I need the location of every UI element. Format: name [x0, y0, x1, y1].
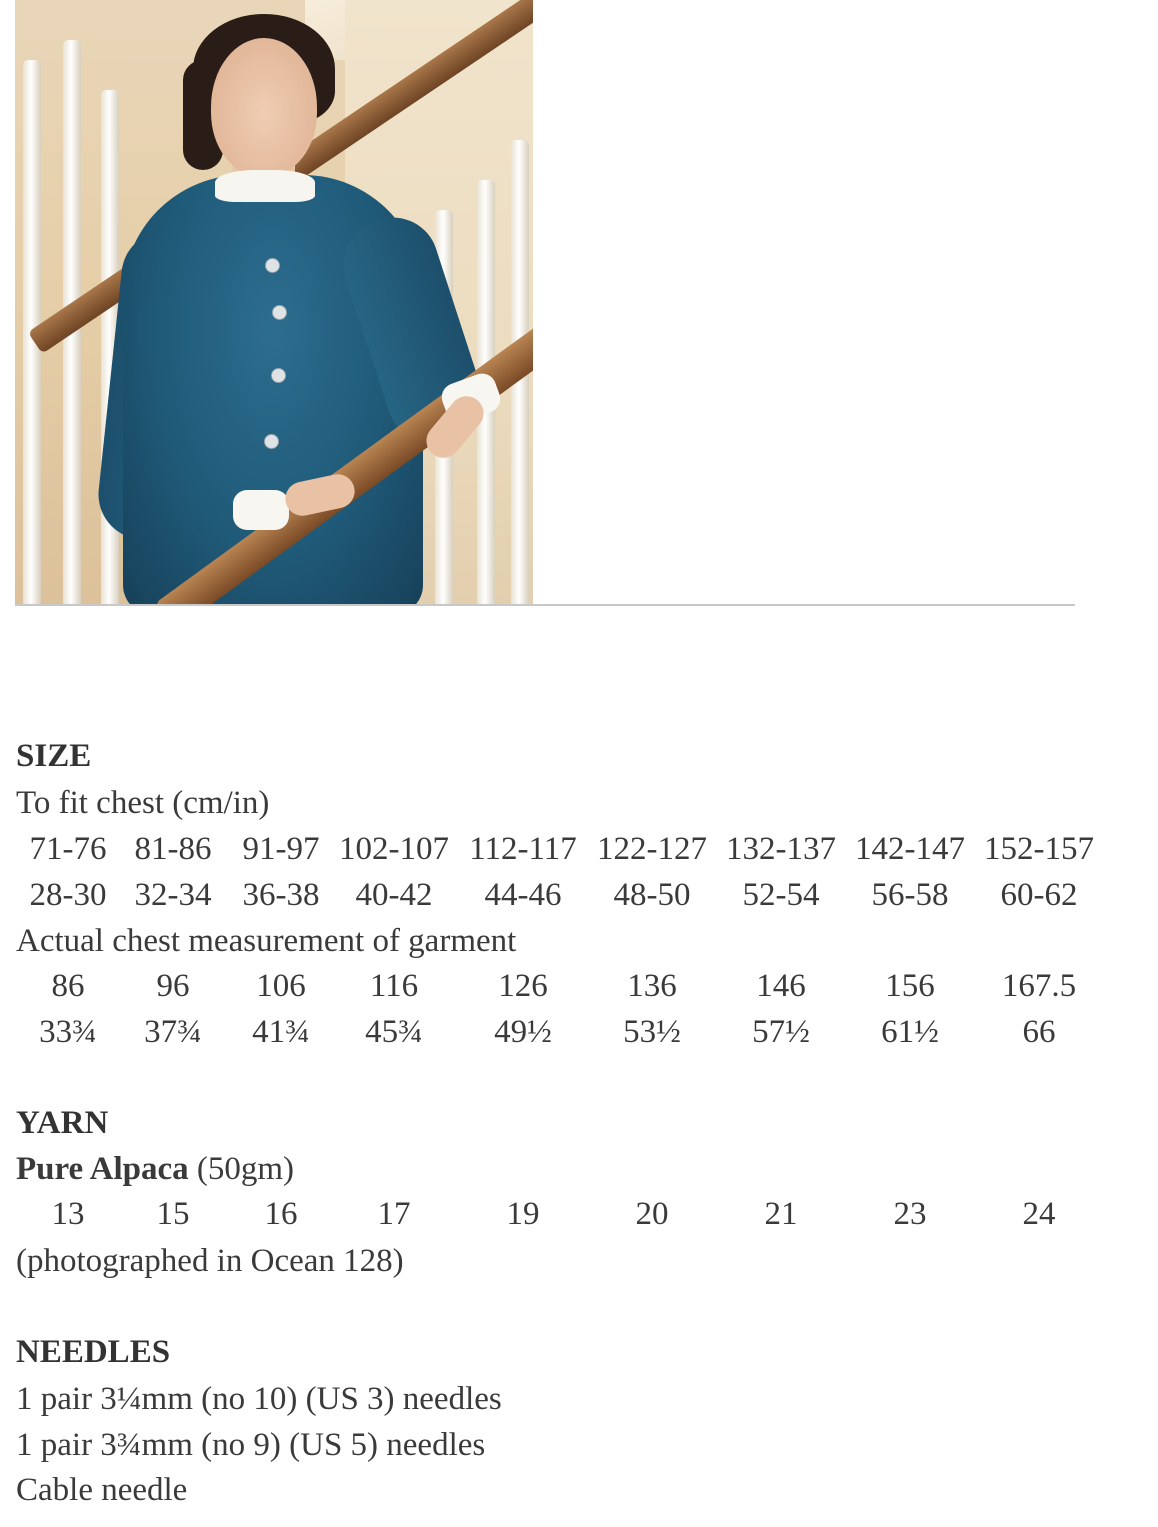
- measure-cell: 96: [156, 968, 190, 1004]
- yarn-quantity-row: [0, 1198, 1158, 1234]
- measure-cell: 136: [627, 968, 677, 1004]
- fit-cm-row: [0, 833, 1158, 869]
- size-cell: 36-38: [242, 877, 320, 913]
- quantity-cell: 19: [506, 1196, 540, 1232]
- quantity-cell: 13: [51, 1196, 85, 1232]
- measure-cell: 57½: [752, 1014, 810, 1050]
- yarn-weight: (50gm): [196, 1151, 295, 1187]
- needle-item: 1 pair 3¼mm (no 10) (US 3) needles: [16, 1381, 502, 1417]
- needle-item: Cable needle: [16, 1472, 188, 1508]
- measure-cell: 156: [885, 968, 935, 1004]
- divider: [15, 604, 1075, 606]
- size-cell: 28-30: [29, 877, 107, 913]
- actual-in-row: [0, 1016, 1158, 1052]
- size-cell: 44-46: [484, 877, 562, 913]
- yarn-name: Pure Alpaca: [16, 1151, 189, 1187]
- size-heading: SIZE: [16, 738, 92, 774]
- quantity-cell: 20: [635, 1196, 669, 1232]
- size-cell: 60-62: [1000, 877, 1078, 913]
- button: [271, 368, 286, 383]
- size-cell: 91-97: [242, 831, 320, 867]
- actual-cm-row: [0, 970, 1158, 1006]
- size-cell: 81-86: [134, 831, 212, 867]
- size-cell: 56-58: [871, 877, 949, 913]
- size-cell: 48-50: [613, 877, 691, 913]
- needle-item: 1 pair 3¾mm (no 9) (US 5) needles: [16, 1427, 486, 1463]
- size-cell: 152-157: [984, 831, 1094, 867]
- size-cell: 32-34: [134, 877, 212, 913]
- measure-cell: 37¾: [144, 1014, 202, 1050]
- size-cell: 142-147: [855, 831, 965, 867]
- cuff: [233, 490, 289, 530]
- measure-cell: 41¾: [252, 1014, 310, 1050]
- measure-cell: 33¾: [39, 1014, 97, 1050]
- size-cell: 102-107: [339, 831, 449, 867]
- measure-cell: 86: [51, 968, 85, 1004]
- quantity-cell: 15: [156, 1196, 190, 1232]
- yarn-heading: YARN: [16, 1105, 109, 1141]
- size-cell: 122-127: [597, 831, 707, 867]
- fit-label: To fit chest (cm/in): [16, 785, 270, 821]
- button: [264, 434, 279, 449]
- measure-cell: 66: [1022, 1014, 1056, 1050]
- measure-cell: 126: [498, 968, 548, 1004]
- quantity-cell: 23: [893, 1196, 927, 1232]
- collar: [215, 170, 315, 202]
- measure-cell: 106: [256, 968, 306, 1004]
- measure-cell: 146: [756, 968, 806, 1004]
- size-cell: 132-137: [726, 831, 836, 867]
- measure-cell: 167.5: [1001, 968, 1077, 1004]
- size-cell: 40-42: [355, 877, 433, 913]
- needles-heading: NEEDLES: [16, 1334, 171, 1370]
- yarn-note: (photographed in Ocean 128): [16, 1243, 404, 1279]
- actual-label: Actual chest measurement of garment: [16, 923, 517, 959]
- quantity-cell: 16: [264, 1196, 298, 1232]
- measure-cell: 49½: [494, 1014, 552, 1050]
- face: [211, 38, 317, 176]
- garment-photo: [15, 0, 533, 604]
- measure-cell: 45¾: [365, 1014, 423, 1050]
- quantity-cell: 17: [377, 1196, 411, 1232]
- measure-cell: 61½: [881, 1014, 939, 1050]
- quantity-cell: 21: [764, 1196, 798, 1232]
- size-cell: 112-117: [469, 831, 577, 867]
- measure-cell: 53½: [623, 1014, 681, 1050]
- button: [265, 258, 280, 273]
- quantity-cell: 24: [1022, 1196, 1056, 1232]
- size-cell: 52-54: [742, 877, 820, 913]
- measure-cell: 116: [369, 968, 419, 1004]
- button: [272, 305, 287, 320]
- yarn-line: [16, 1153, 294, 1186]
- size-cell: 71-76: [29, 831, 107, 867]
- fit-in-row: [0, 879, 1158, 915]
